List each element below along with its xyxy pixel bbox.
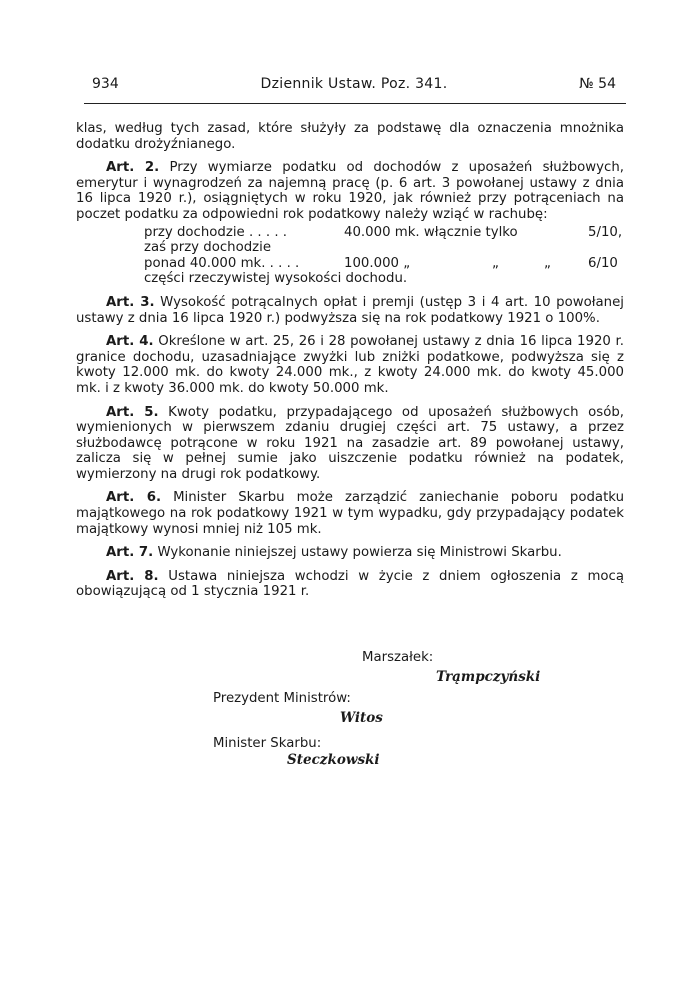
rate-row-1-label: przy dochodzie . . . . . — [144, 224, 287, 240]
rate-row-1 — [144, 225, 624, 241]
rate-row-4 — [144, 271, 624, 287]
minister-title: Minister Skarbu: — [213, 736, 322, 751]
article-4 — [76, 334, 624, 396]
article-3 — [76, 295, 624, 326]
rate-row-4-label: części rzeczywistej wysokości dochodu. — [144, 271, 408, 287]
rate-row-1-amount: 40.000 mk. włącznie tylko — [344, 224, 518, 240]
premier-signature: Witos — [340, 710, 383, 726]
article-5 — [76, 405, 624, 483]
marszalek-title: Marszałek: — [362, 650, 434, 665]
article-7 — [76, 545, 624, 561]
ditto-mark-1: „ — [403, 255, 411, 271]
minister-signature: Steczkowski — [287, 752, 380, 768]
intro-paragraph: klas, według tych zasad, które służyły za podstawę dla oznaczenia mnożnika dodatku drożyźnianego. — [76, 121, 624, 152]
article-2-rates — [144, 225, 624, 287]
ditto-mark-3: „ — [544, 255, 551, 271]
document-body — [76, 121, 624, 608]
rate-row-3-fraction: 6/10 — [588, 255, 618, 271]
article-2 — [76, 160, 624, 222]
article-3-label: Art. 3. — [106, 294, 155, 310]
article-2-label: Art. 2. — [106, 160, 160, 176]
article-7-text: Wykonanie niniejszej ustawy powierza się Ministrowi Skarbu. — [157, 545, 562, 561]
rate-row-3-amount — [344, 256, 410, 272]
article-2-text: Przy wymiarze podatku od dochodów z uposażeń służbowych, emerytur i wynagrodzeń za najemną pracę (p. 6 art. 3 powołanej ustawy z dnia 16 lipca 1920 r.), osiągniętych w roku 1920, jak również przy potrąceniach na poczet podatku za odpowiedni rok podatkowy należy wziąć w rachubę: — [76, 160, 624, 222]
article-4-label: Art. 4. — [106, 334, 154, 350]
article-8-label: Art. 8. — [106, 568, 159, 584]
rate-row-3 — [144, 256, 624, 272]
article-3-text: Wysokość potrącalnych opłat i premji (ustęp 3 i 4 art. 10 powołanej ustawy z dnia 16 lipca 1920 r.) podwyższa się na rok podatkowy 1921 o 100%. — [76, 294, 624, 326]
article-5-text: Kwoty podatku, przypadającego od uposażeń służbowych osób, wymienionych w pierwszem zdaniu drugiej części art. 75 ustawy, a przez służbodawcę potrącone w roku 1921 na zasadzie art. 89 powołanej ustawy, zalicza się w pełnej sumie jako uiszczenie podatku również na podatek, wymierzony na drugi rok podatkowy. — [76, 404, 624, 482]
article-6-label: Art. 6. — [106, 490, 162, 506]
marszalek-signature: Trąmpczyński — [436, 669, 541, 685]
article-8 — [76, 569, 624, 600]
article-6 — [76, 490, 624, 537]
issue-number: № 54 — [579, 76, 616, 92]
rate-row-3-value: 100.000 — [344, 255, 399, 271]
article-5-label: Art. 5. — [106, 404, 159, 420]
rate-row-3-label: ponad 40.000 mk. . . . . — [144, 255, 300, 271]
premier-title: Prezydent Ministrów: — [213, 691, 351, 706]
rate-row-1-fraction: 5/10, — [588, 224, 623, 240]
journal-title: Dziennik Ustaw. Poz. 341. — [260, 76, 448, 92]
article-8-text: Ustawa niniejsza wchodzi w życie z dniem ogłoszenia z mocą obowiązującą od 1 stycznia 1921 r. — [76, 568, 624, 600]
article-7-label: Art. 7. — [106, 545, 154, 561]
header-divider — [84, 103, 626, 104]
ditto-mark-2: „ — [492, 255, 499, 271]
article-4-text: Określone w art. 25, 26 i 28 powołanej ustawy z dnia 16 lipca 1920 r. granice dochodu, uzasadniające zwyżki lub zniżki podatkowe, podwyższa się z kwoty 12.000 mk. do kwoty 24.000 mk., z kwoty 24.000 mk. do kwoty 45.000 mk. i z kwoty 36.000 mk. do kwoty 50.000 mk. — [76, 334, 624, 396]
page-number: 934 — [92, 76, 119, 92]
rate-row-2 — [144, 240, 624, 256]
page-header — [92, 76, 616, 98]
rate-row-2-label: zaś przy dochodzie — [144, 240, 272, 256]
article-6-text: Minister Skarbu może zarządzić zaniechanie poboru podatku majątkowego na rok podatkowy 1921 w tym wypadku, gdy przypadający podatek majątkowy wynosi mniej niż 105 mk. — [76, 490, 624, 537]
